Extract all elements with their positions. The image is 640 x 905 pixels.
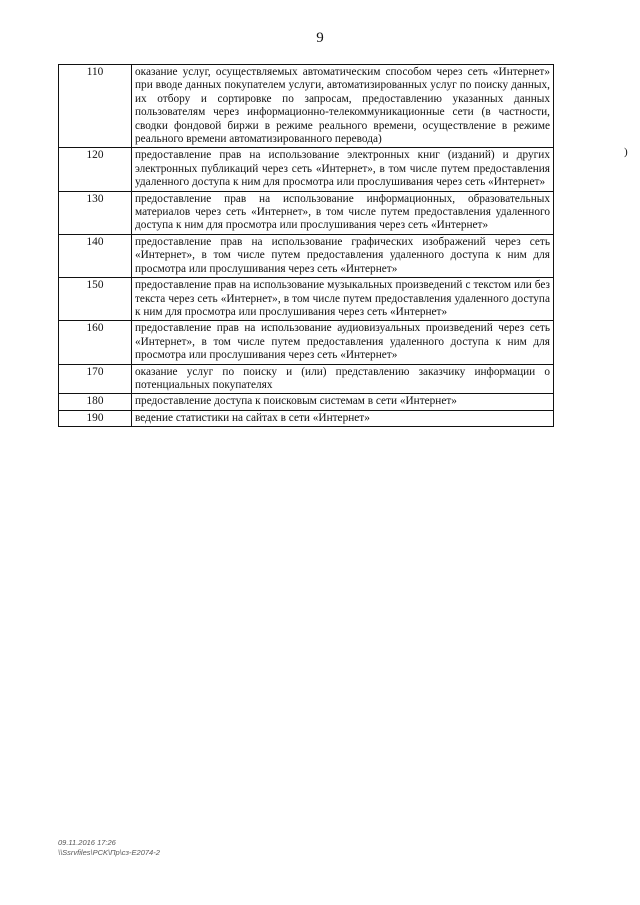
service-code: 140 [59,234,132,277]
document-footer [58,838,160,858]
service-code: 110 [59,65,132,148]
table-row [59,410,554,426]
page-number: 9 [316,30,324,46]
service-description: предоставление доступа к поисковым системам в сети «Интернет» [132,394,554,410]
service-description: оказание услуг по поиску и (или) представлению заказчику информации о потенциальных покупателях [132,364,554,394]
table-row [59,65,554,148]
table-row [59,278,554,321]
services-table [58,64,554,427]
service-code: 160 [59,321,132,364]
table-row [59,321,554,364]
service-description: предоставление прав на использование музыкальных произведений с текстом или без текста через сеть «Интернет», в том числе путем предоставления удаленного доступа к ним для просмотра или прослушивания через сеть «Интернет» [132,278,554,321]
service-description: предоставление прав на использование аудиовизуальных произведений через сеть «Интернет», в том числе путем предоставления удаленного доступа к ним для просмотра или прослушивания через сеть «Интернет» [132,321,554,364]
service-code: 170 [59,364,132,394]
margin-mark: ) [624,146,628,158]
service-description: предоставление прав на использование графических изображений через сеть «Интернет», в том числе путем предоставления удаленного доступа к ним для просмотра или прослушивания через сеть «Интернет» [132,234,554,277]
table-row [59,364,554,394]
service-code: 130 [59,191,132,234]
service-code: 120 [59,148,132,191]
service-description: предоставление прав на использование электронных книг (изданий) и других электронных публикаций через сеть «Интернет», в том числе путем предоставления удаленного доступа к ним для просмотра или прослушивания через сеть «Интернет» [132,148,554,191]
table-row [59,148,554,191]
service-code: 180 [59,394,132,410]
footer-timestamp: 09.11.2016 17:26 [58,838,116,847]
service-description: ведение статистики на сайтах в сети «Интернет» [132,410,554,426]
table-row [59,191,554,234]
service-code: 190 [59,410,132,426]
service-description: предоставление прав на использование информационных, образовательных материалов через сеть «Интернет», в том числе путем предоставления удаленного доступа к ним для просмотра или прослушивания через сеть «Интернет» [132,191,554,234]
table-row [59,394,554,410]
service-description: оказание услуг, осуществляемых автоматическим способом через сеть «Интернет» при вводе данных покупателем услуги, автоматизированных услуг по поиску данных, их отбору и сортировке по запросам, предоставлению указанных данных пользователям через информационно-телекоммуникационные сети (в частности, сводки фондовой биржи в режиме реального времени, осуществление в режиме реального времени автоматизированного перевода) [132,65,554,148]
service-code: 150 [59,278,132,321]
table-row [59,234,554,277]
footer-file-path: \\Ssrvfiles\PCK\Пр\сз-E2074-2 [58,848,160,857]
